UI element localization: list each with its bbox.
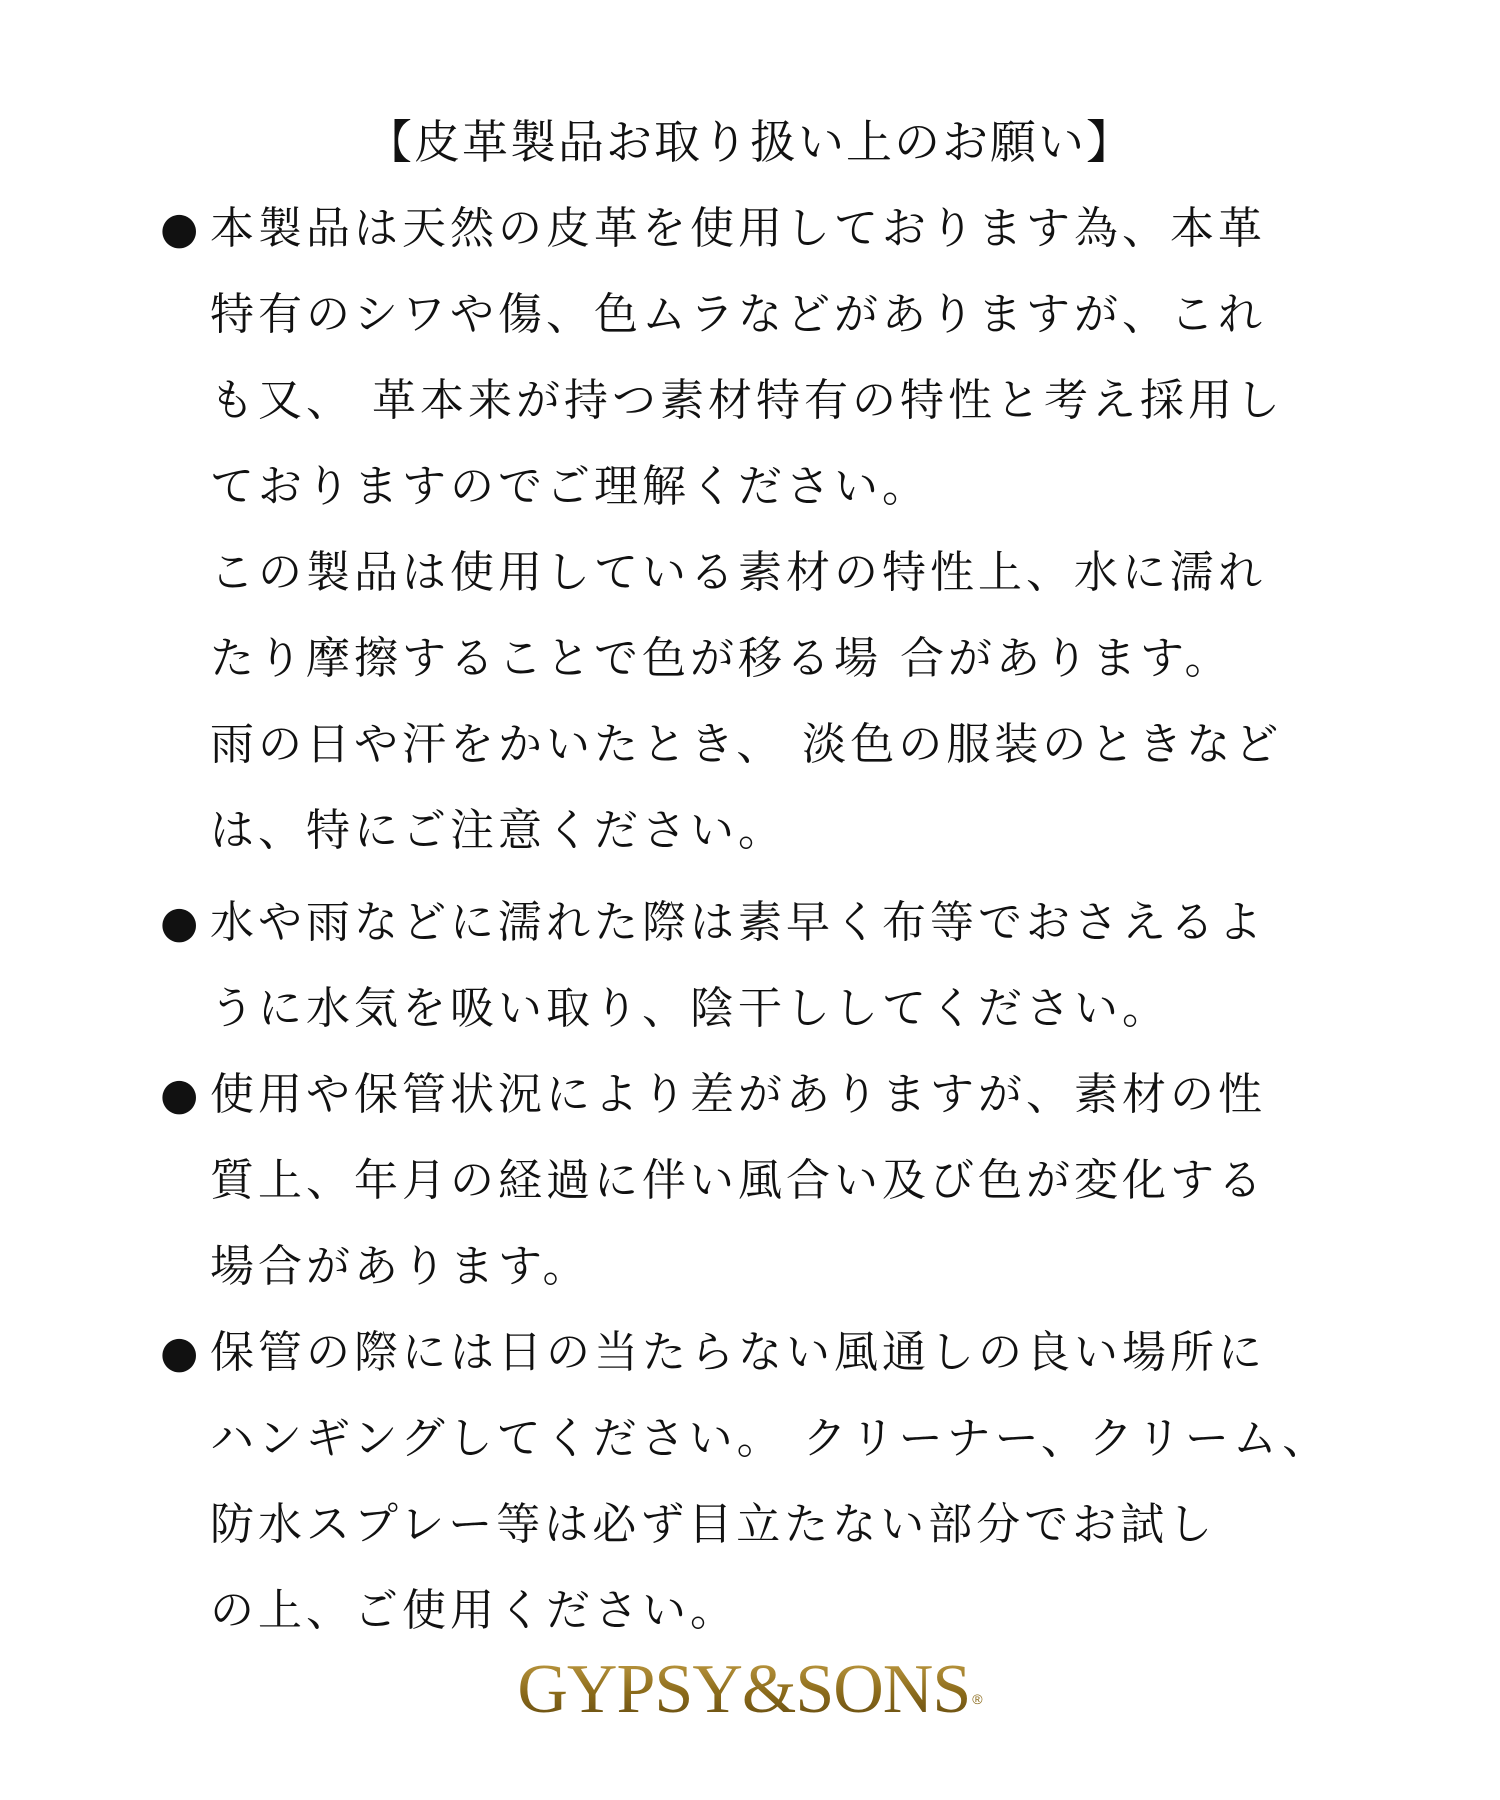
- notice-line: たり摩擦することで色が移る場 合があります。: [210, 633, 1233, 684]
- bullet-icon: ●: [160, 1327, 199, 1378]
- notice-line: うに水気を吸い取り、陰干ししてください。: [210, 983, 1170, 1034]
- bullet-icon: ●: [160, 203, 199, 254]
- notice-section-1: [160, 186, 1430, 874]
- notice-line: ハンギングしてください。 クリーナー、クリーム、: [210, 1413, 1331, 1464]
- notice-line: ておりますのでご理解ください。: [210, 461, 930, 512]
- notice-line: 場合があります。: [210, 1241, 591, 1292]
- bullet-icon: ●: [160, 1069, 199, 1120]
- notice-line: 質上、年月の経過に伴い風合い及び色が変化する: [210, 1155, 1266, 1206]
- notice-line: 雨の日や汗をかいたとき、 淡色の服装のときなど: [210, 719, 1283, 770]
- page-title: 【皮革製品お取り扱い上のお願い】: [366, 115, 1134, 169]
- notice-line: は、特にご注意ください。: [210, 805, 786, 856]
- notice-section-2: [160, 880, 1430, 1052]
- notice-section-3: [160, 1052, 1430, 1310]
- notice-line: も又、 革本来が持つ素材特有の特性と考え採用し: [210, 375, 1284, 426]
- notice-line: の上、ご使用ください。: [210, 1585, 738, 1636]
- brand-logo-text: GYPSY&SONS: [517, 1651, 971, 1728]
- notice-line: 本製品は天然の皮革を使用しております為、本革: [210, 203, 1266, 254]
- notice-line: 使用や保管状況により差がありますが、素材の性: [210, 1069, 1266, 1120]
- bullet-icon: ●: [160, 897, 199, 948]
- notice-line: この製品は使用している素材の特性上、水に濡れ: [210, 547, 1266, 598]
- notice-line: 保管の際には日の当たらない風通しの良い場所に: [210, 1327, 1266, 1378]
- notice-section-4: [160, 1310, 1430, 1654]
- brand-logo: [0, 1650, 1500, 1730]
- notice-line: 特有のシワや傷、色ムラなどがありますが、これ: [210, 289, 1266, 340]
- notice-line: 水や雨などに濡れた際は素早く布等でおさえるよ: [210, 897, 1266, 948]
- registered-mark: ®: [972, 1691, 983, 1707]
- notice-line: 防水スプレー等は必ず目立たない部分でお試し: [210, 1499, 1217, 1550]
